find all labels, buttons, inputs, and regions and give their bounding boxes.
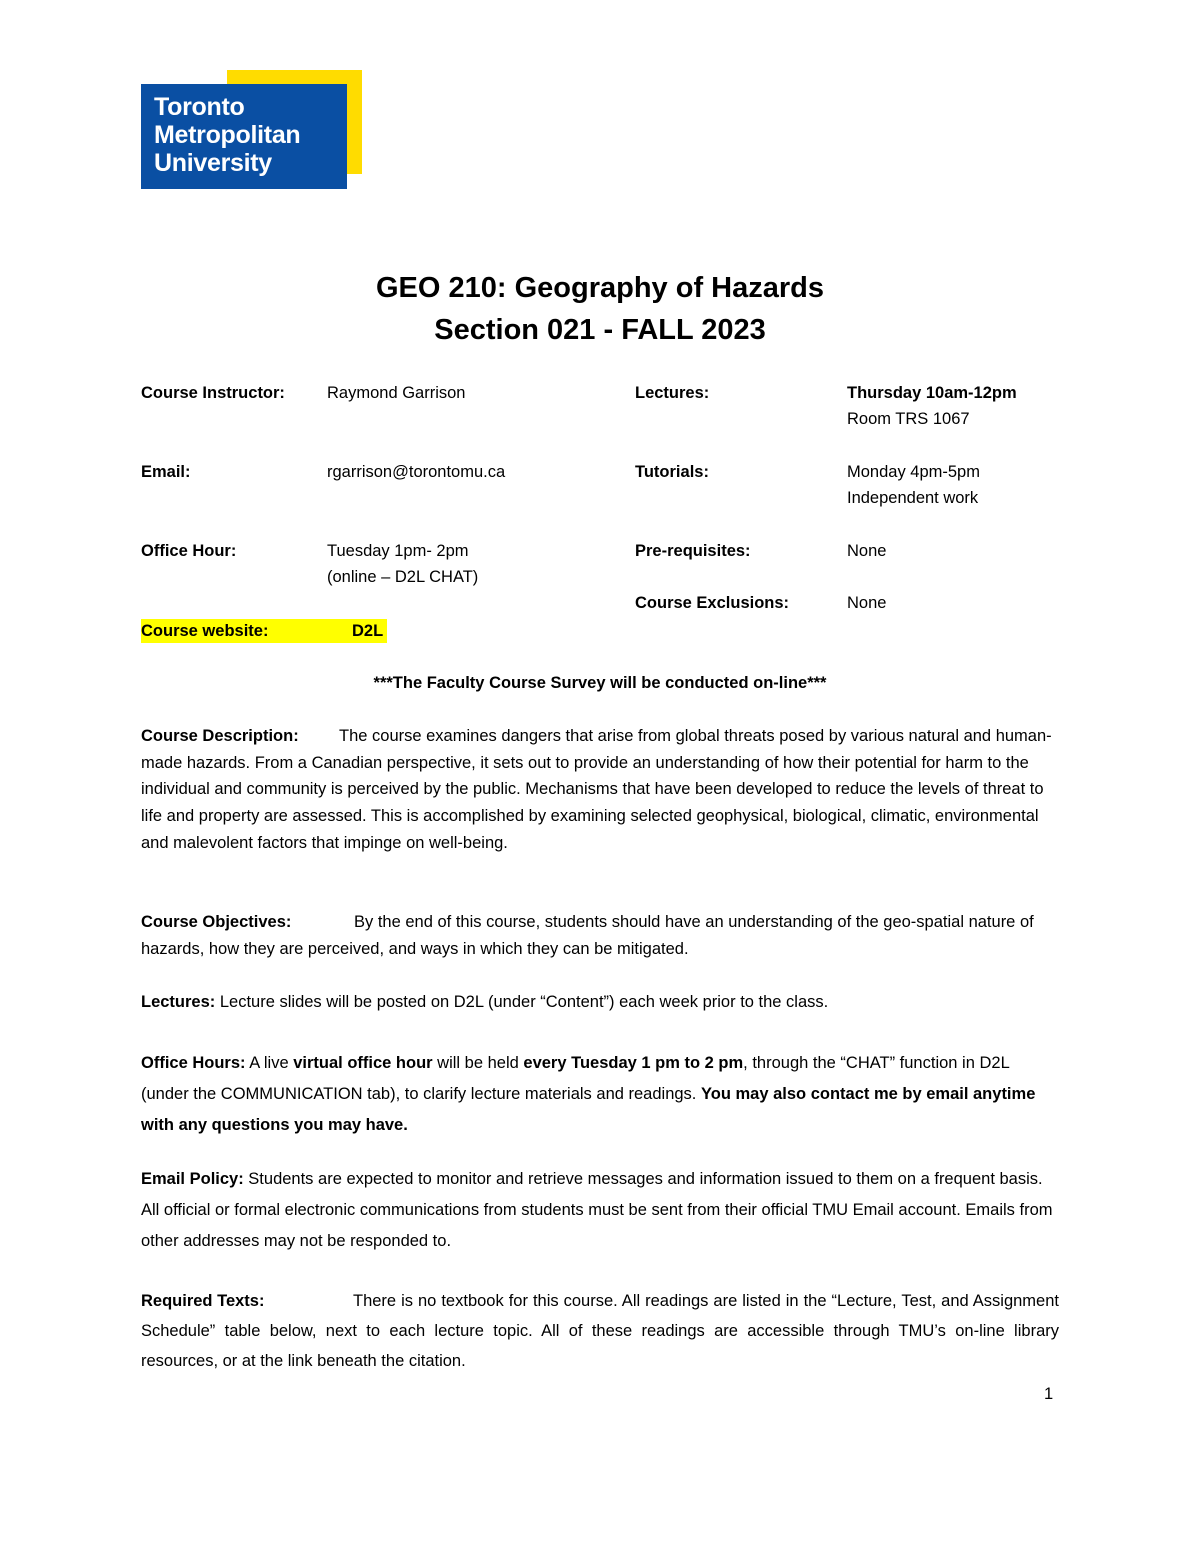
course-website-value[interactable]: D2L (352, 622, 384, 640)
tutorials-label: Tutorials: (635, 463, 709, 481)
office-hours-paragraph (141, 1048, 1059, 1141)
lectures-paragraph (141, 989, 1059, 1016)
exclusions-label: Course Exclusions: (635, 594, 790, 612)
survey-notice: ***The Faculty Course Survey will be conducted on-line*** (373, 674, 827, 692)
prerequisites-value: None (847, 542, 887, 560)
course-objectives-label: Course Objectives: (141, 913, 292, 931)
lectures-room: Room TRS 1067 (847, 410, 970, 428)
lectures-paragraph-label: Lectures: (141, 993, 216, 1011)
logo-line-3: University (154, 149, 272, 177)
required-texts-text: There is no textbook for this course. All readings are listed in the “Lecture, Test, and Assignment Schedule” table below, next to each lecture topic. All of these readings are accessible through TMU’s on-line library resources, or at the link beneath the citation. (141, 1292, 1059, 1370)
course-website-label: Course website: (141, 622, 269, 640)
lectures-time: Thursday 10am-12pm (847, 384, 1017, 402)
office-hours-bold-2: every Tuesday 1 pm to 2 pm (523, 1054, 744, 1072)
course-description (141, 723, 1059, 857)
office-hour-label: Office Hour: (141, 542, 237, 560)
office-hour-location: (online – D2L CHAT) (327, 568, 479, 586)
course-description-text: The course examines dangers that arise from global threats posed by various natural and human-made hazards. From a Canadian perspective, it sets out to provide an understanding of how their potential for harm to the individual and community is perceived by the public. Mechanisms that have been developed to reduce the levels of threat to life and property are assessed. This is accomplished by examining selected geophysical, biological, climatic, environmental and malevolent factors that impinge on well-being. (141, 727, 1052, 852)
email-label: Email: (141, 463, 191, 481)
course-objectives (141, 909, 1059, 962)
office-hours-bold-1: virtual office hour (293, 1054, 433, 1072)
course-objectives-text: By the end of this course, students should have an understanding of the geo-spatial nature of hazards, how they are perceived, and ways in which they can be mitigated. (141, 913, 1034, 958)
office-hours-text-1: A live (245, 1054, 294, 1072)
instructor-label: Course Instructor: (141, 384, 285, 402)
office-hours-text-2: will be held (432, 1054, 524, 1072)
email-policy-paragraph (141, 1164, 1059, 1257)
lectures-paragraph-text: Lecture slides will be posted on D2L (under “Content”) each week prior to the class. (215, 993, 829, 1011)
office-hours-bold-3: You may also contact me by email anytime with any questions you may have. (141, 1085, 1036, 1134)
course-title: GEO 210: Geography of Hazards (375, 272, 824, 304)
email-value[interactable]: rgarrison@torontomu.ca (327, 463, 506, 481)
required-texts-paragraph (141, 1286, 1059, 1376)
office-hours-label: Office Hours: (141, 1054, 246, 1072)
email-policy-label: Email Policy: (141, 1170, 244, 1188)
lectures-label: Lectures: (635, 384, 710, 402)
instructor-value: Raymond Garrison (327, 384, 466, 402)
exclusions-value: None (847, 594, 887, 612)
prerequisites-label: Pre-requisites: (635, 542, 751, 560)
required-texts-label: Required Texts: (141, 1292, 265, 1310)
office-hours-text-3: , through the “CHAT” function in D2L (under the COMMUNICATION tab), to clarify lecture materials and readings. (141, 1054, 1010, 1103)
tutorials-format: Independent work (847, 489, 979, 507)
course-website-highlight (141, 619, 387, 643)
page-number: 1 (1044, 1385, 1054, 1403)
course-description-label: Course Description: (141, 727, 299, 745)
course-section: Section 021 - FALL 2023 (434, 314, 766, 346)
email-policy-text: Students are expected to monitor and retrieve messages and information issued to them on a frequent basis. All official or formal electronic communications from students must be sent from their official TMU Email account. Emails from other addresses may not be responded to. (141, 1170, 1053, 1250)
logo-line-1: Toronto (154, 93, 245, 121)
office-hour-value: Tuesday 1pm- 2pm (327, 542, 469, 560)
logo-wordmark (154, 93, 300, 177)
tutorials-time: Monday 4pm-5pm (847, 463, 980, 481)
logo-line-2: Metropolitan (154, 121, 301, 149)
